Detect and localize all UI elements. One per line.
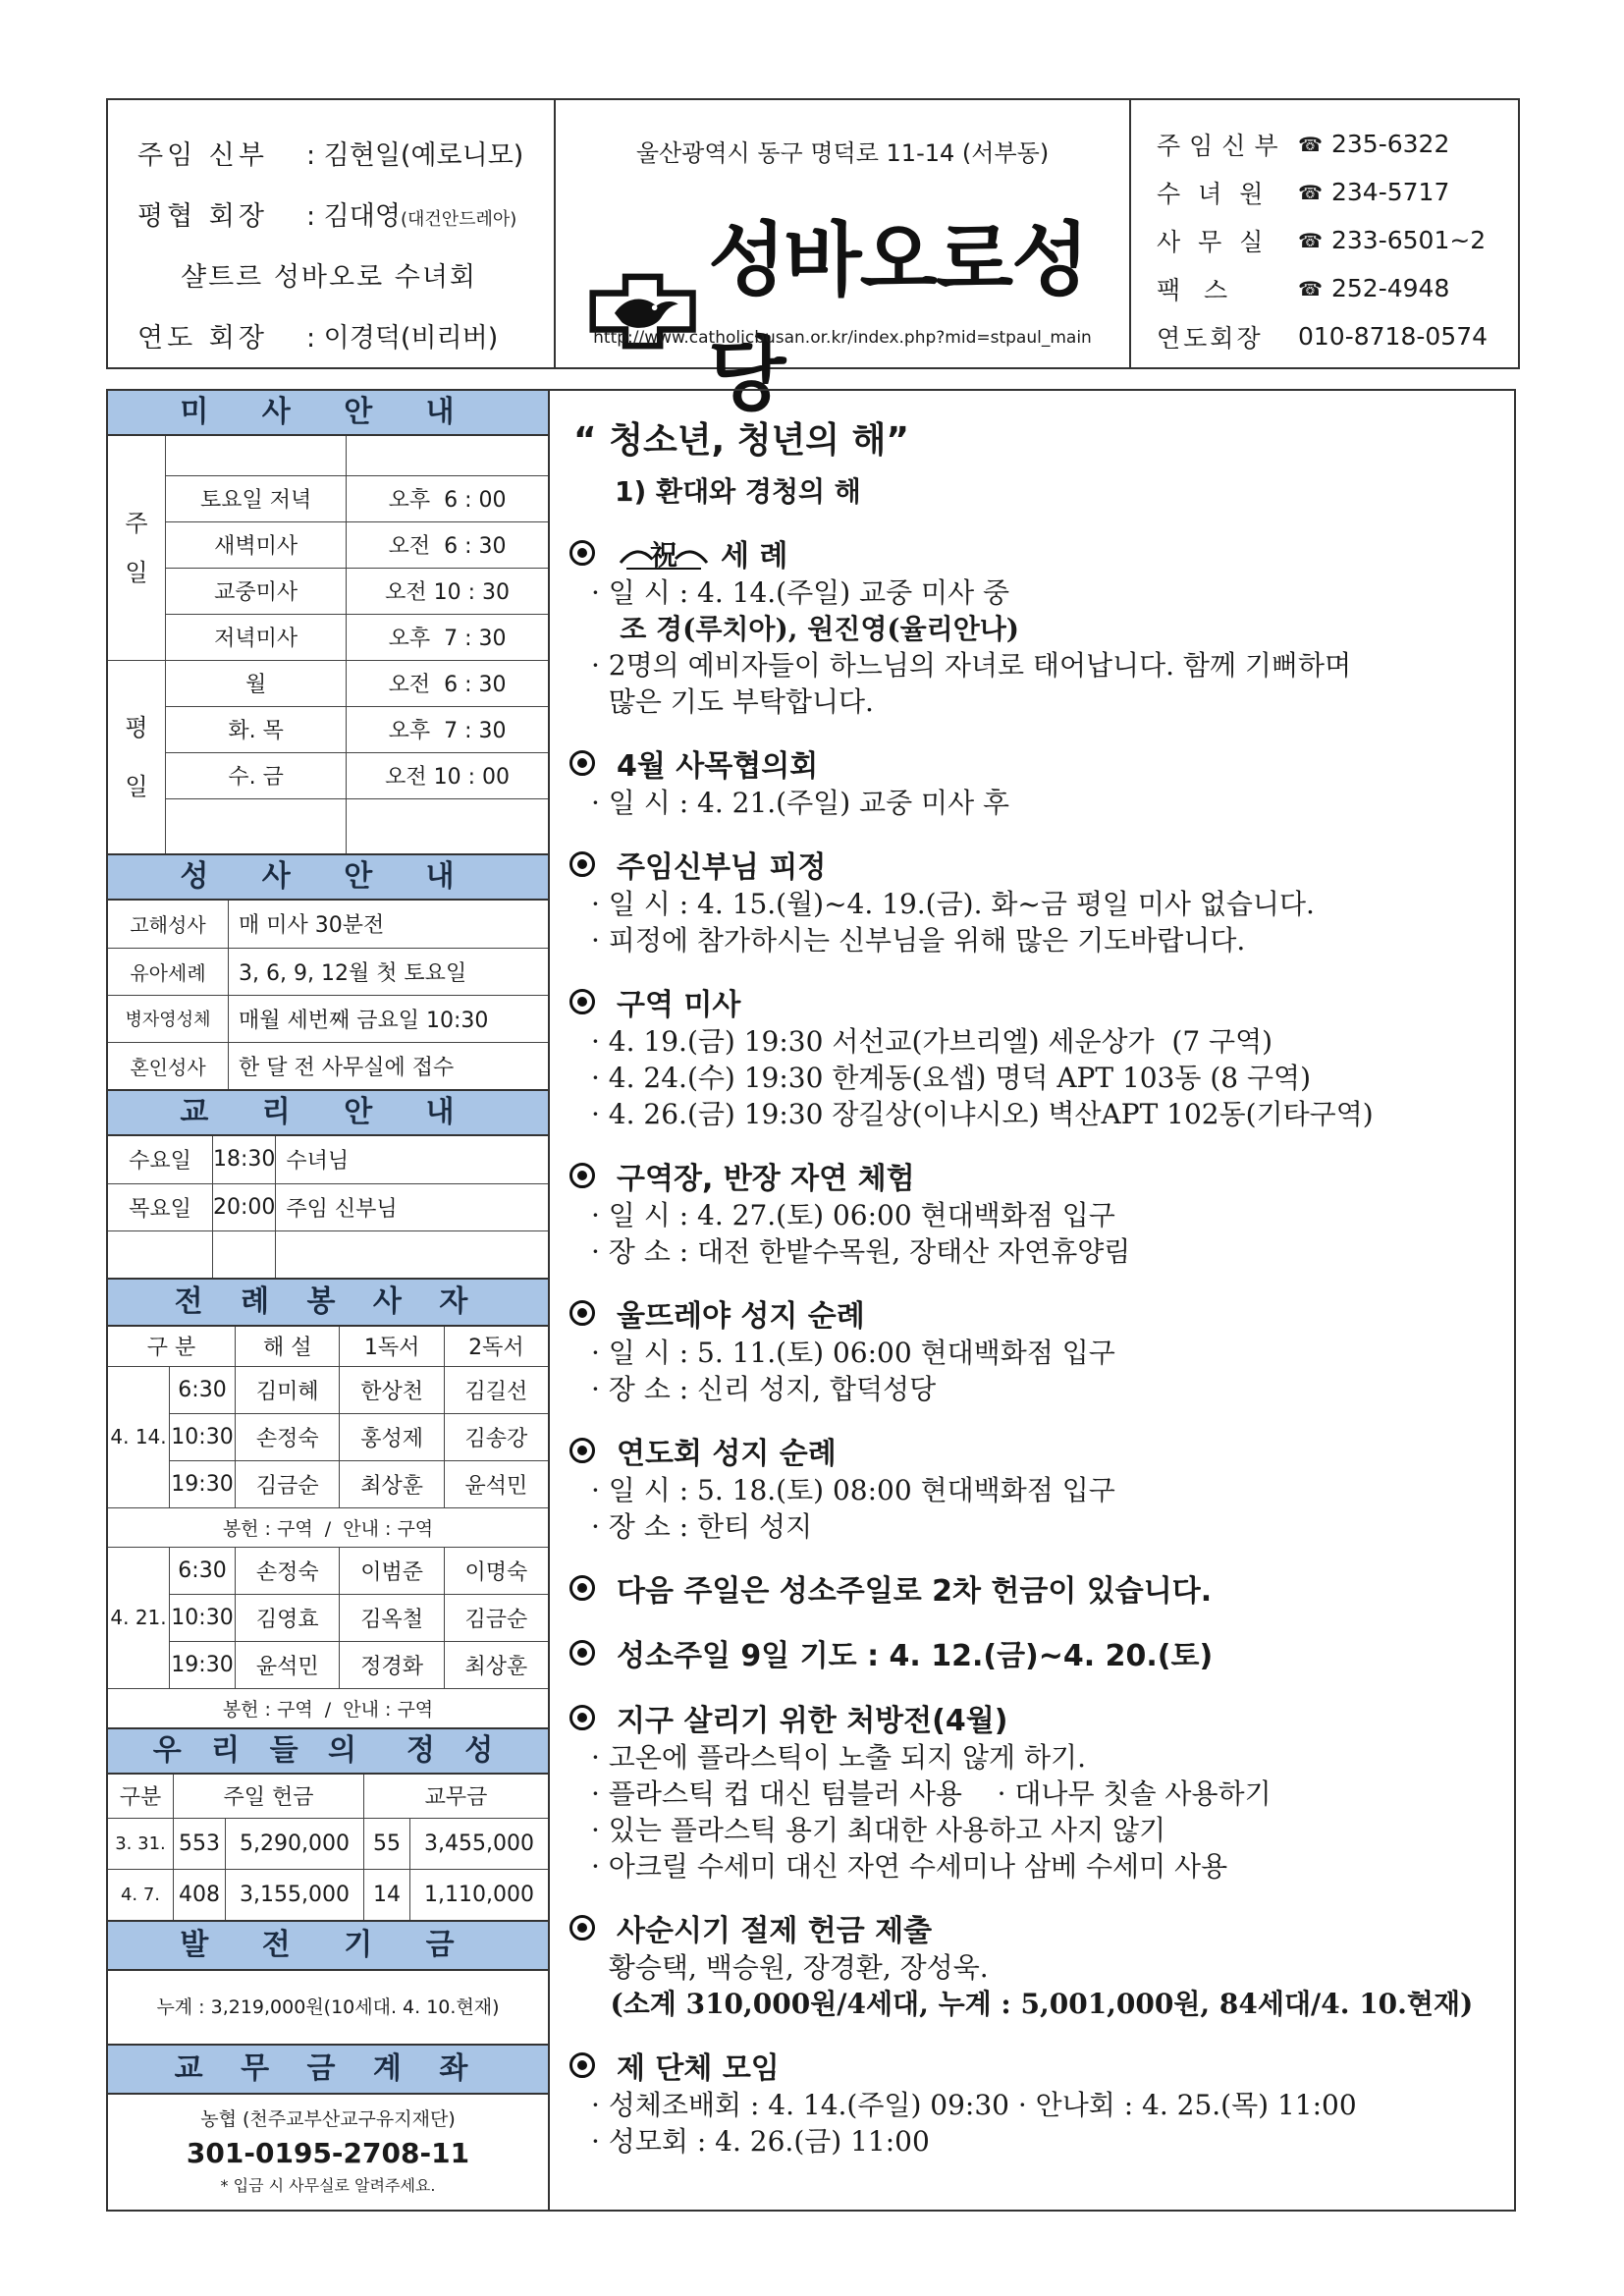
- table-row: [108, 1413, 548, 1460]
- mass-name: 토요일 저녁: [166, 475, 347, 521]
- staff-row: [137, 122, 554, 183]
- account-number: 301-0195-2708-11: [186, 2137, 470, 2169]
- announcement-title: 구역장, 반장 자연 체험: [617, 1162, 915, 1196]
- staff-value-small: (대건안드레아): [400, 208, 517, 230]
- mass-time: 오전 6 : 30: [347, 521, 548, 568]
- offering-count: 14: [364, 1869, 410, 1920]
- announcement-line: 황승택, 백승원, 장경환, 장성욱.: [591, 1951, 989, 1984]
- announcement-line: · 장 소 : 대전 한밭수목원, 장태산 자연휴양림: [591, 1235, 1131, 1268]
- liturgy-table: [108, 1327, 548, 1727]
- sacrament-table: [108, 901, 548, 1089]
- liturgy-header: 해 설: [236, 1327, 340, 1366]
- contact-label: 사 무 실: [1157, 227, 1269, 256]
- liturgy-time: 6:30: [170, 1547, 236, 1594]
- announcement-title: 구역 미사: [617, 988, 741, 1022]
- catechism-table: [108, 1136, 548, 1278]
- catechism-day: 목요일: [108, 1183, 213, 1230]
- contact-phone: 235-6322: [1331, 130, 1450, 158]
- liturgy-person: 손정숙: [236, 1547, 340, 1594]
- table-row: [108, 1183, 548, 1230]
- announcement-title: 사순시기 절제 헌금 제출: [617, 1914, 933, 1948]
- table-row: [108, 1136, 548, 1183]
- empty-cell: [347, 798, 548, 853]
- sacrament-name: 유아세례: [108, 948, 229, 995]
- announcement-line: · 4. 26.(금) 19:30 장길상(이냐시오) 벽산APT 102동(기타구역): [591, 1098, 1374, 1130]
- liturgy-note: 봉헌 : 구역 / 안내 : 구역: [108, 1507, 548, 1547]
- catechism-who: 수녀님: [276, 1136, 548, 1183]
- announcement-title-row: [569, 1429, 1514, 1472]
- empty-cell: [166, 798, 347, 853]
- liturgy-person: 김길선: [444, 1366, 548, 1413]
- mass-title: 미 사 안 내: [108, 391, 548, 436]
- empty-cell: [166, 436, 347, 475]
- announcement-item: [569, 1696, 1514, 1885]
- offering-header: 교무금: [364, 1775, 548, 1818]
- liturgy-person: 홍성제: [340, 1413, 444, 1460]
- sunday-label: [108, 436, 166, 660]
- announcement-title-row: [569, 741, 1514, 785]
- offering-count: 55: [364, 1818, 410, 1869]
- announcement-line: · 고온에 플라스틱이 노출 되지 않게 하기.: [591, 1741, 1086, 1774]
- mass-name: 저녁미사: [166, 614, 347, 660]
- announcement-line: · 일 시 : 5. 11.(토) 06:00 현대백화점 입구: [591, 1337, 1115, 1369]
- sacrament-desc: 3, 6, 9, 12월 첫 토요일: [229, 948, 549, 995]
- announcement-item: [569, 980, 1514, 1132]
- church-name: 성바오로성당: [708, 214, 1088, 422]
- staff-value: [306, 194, 516, 233]
- staff-list: [108, 100, 556, 367]
- church-title-block: [556, 100, 1131, 422]
- mass-table: [108, 436, 548, 853]
- announcement-line: · 장 소 : 한티 성지: [591, 1510, 813, 1543]
- announcement-title-row: [569, 2044, 1514, 2087]
- announcement-line: · 피정에 참가하시는 신부님을 위해 많은 기도바랍니다.: [591, 924, 1246, 957]
- announcement-line: · 성모회 : 4. 26.(금) 11:00: [591, 2125, 930, 2158]
- offering-header: 주일 헌금: [174, 1775, 364, 1818]
- liturgy-note: 봉헌 : 구역 / 안내 : 구역: [108, 1688, 548, 1727]
- announcement-title: 울뜨레야 성지 순례: [617, 1299, 865, 1334]
- contact-phone: 252-4948: [1331, 274, 1450, 302]
- staff-label: 연도 회장: [137, 322, 268, 354]
- announcement-title: 제 단체 모임: [617, 2051, 780, 2086]
- mass-time: 오전 6 : 30: [347, 660, 548, 706]
- liturgy-header: 1독서: [340, 1327, 444, 1366]
- church-url[interactable]: http://www.catholicbusan.or.kr/index.php?mid=stpaul_main: [593, 328, 1092, 348]
- table-row: [108, 1688, 548, 1727]
- mass-name: 교중미사: [166, 568, 347, 614]
- bullseye-icon: [569, 851, 595, 877]
- announcement-item: [569, 2044, 1514, 2159]
- empty-cell: [108, 1230, 213, 1278]
- table-row: [108, 1366, 548, 1413]
- mass-name: 월: [166, 660, 347, 706]
- liturgy-person: 이명숙: [444, 1547, 548, 1594]
- liturgy-time: 10:30: [170, 1594, 236, 1641]
- liturgy-person: 최상훈: [340, 1460, 444, 1507]
- offering-date: 3. 31.: [108, 1818, 174, 1869]
- contact-row: [1157, 216, 1518, 264]
- catechism-time: 18:30: [213, 1136, 276, 1183]
- liturgy-person: 손정숙: [236, 1413, 340, 1460]
- offering-amount: 5,290,000: [226, 1818, 364, 1869]
- table-row: [108, 1327, 548, 1366]
- offering-count: 553: [174, 1818, 226, 1869]
- phone-icon: ☎: [1298, 228, 1323, 252]
- staff-label: 평협 회장: [137, 200, 268, 232]
- bullseye-icon: [569, 1300, 595, 1326]
- account-info: [108, 2095, 548, 2196]
- announcement-title-row: [569, 980, 1514, 1023]
- announcement-title: 다음 주일은 성소주일로 2차 헌금이 있습니다.: [617, 1574, 1213, 1609]
- table-row: [108, 706, 548, 752]
- weekday-label: [108, 660, 166, 853]
- table-row: [108, 1547, 548, 1594]
- contact-label: 주임신부: [1157, 131, 1287, 160]
- staff-row: [137, 183, 554, 244]
- announcement-title-row: [569, 1154, 1514, 1197]
- contact-label: 연도회장: [1157, 323, 1264, 353]
- staff-label: 주임 신부: [137, 139, 268, 171]
- announcement-line: · 일 시 : 4. 21.(주일) 교중 미사 후: [591, 787, 1010, 819]
- liturgy-date: 4. 21.: [108, 1547, 170, 1688]
- sunday-label-1: 주: [125, 509, 148, 537]
- contact-phone: 233-6501~2: [1331, 226, 1487, 254]
- liturgy-person: 윤석민: [236, 1641, 340, 1688]
- contact-row: [1157, 120, 1518, 168]
- staff-row: [137, 304, 554, 365]
- bullseye-icon: [569, 1438, 595, 1463]
- sacrament-desc: 한 달 전 사무실에 접수: [229, 1042, 549, 1089]
- table-row: [108, 1594, 548, 1641]
- staff-value: : 김현일(예로니모): [306, 139, 524, 171]
- staff-value: : 이경덕(비리버): [306, 322, 499, 354]
- liturgy-person: 한상천: [340, 1366, 444, 1413]
- announcements: [550, 389, 1516, 2212]
- phone-icon: ☎: [1298, 180, 1323, 204]
- announcement-title: 4월 사목협의회: [617, 749, 819, 784]
- fund-title: 발 전 기 금: [108, 1920, 548, 1971]
- liturgy-person: 김금순: [444, 1594, 548, 1641]
- phone-icon: ☎: [1298, 276, 1323, 301]
- announcement-line: · 4. 19.(금) 19:30 서선교(가브리엘) 세운상가 (7 구역): [591, 1025, 1273, 1058]
- sidebar-info: [106, 389, 550, 2212]
- announcement-line: · 2명의 예비자들이 하느님의 자녀로 태어납니다. 함께 기뻐하며: [591, 649, 1352, 682]
- announcement-line: · 일 시 : 5. 18.(토) 08:00 현대백화점 입구: [591, 1474, 1115, 1506]
- sacrament-desc: 매 미사 30분전: [229, 901, 549, 948]
- account-note: * 입금 시 사무실로 알려주세요.: [220, 2176, 436, 2195]
- announcement-line: · 일 시 : 4. 27.(토) 06:00 현대백화점 입구: [591, 1199, 1115, 1231]
- table-row: [108, 1641, 548, 1688]
- bullseye-icon: [569, 1575, 595, 1601]
- liturgy-person: 김옥철: [340, 1594, 444, 1641]
- contact-row: [1157, 312, 1518, 360]
- contact-row: [1157, 168, 1518, 216]
- bullseye-icon: [569, 989, 595, 1014]
- offering-header: 구분: [108, 1775, 174, 1818]
- announcement-line: · 일 시 : 4. 14.(주일) 교중 미사 중: [591, 576, 1010, 609]
- offering-count: 408: [174, 1869, 226, 1920]
- announcement-title: 세 례: [721, 539, 788, 574]
- table-row: [108, 614, 548, 660]
- contact-label: 수 녀 원: [1157, 179, 1269, 208]
- announcement-line: · 아크릴 수세미 대신 자연 수세미나 삼베 수세미 사용: [591, 1850, 1228, 1883]
- svg-text:祝: 祝: [649, 539, 678, 572]
- bullseye-icon: [569, 540, 595, 566]
- liturgy-person: 이범준: [340, 1547, 444, 1594]
- offering-date: 4. 7.: [108, 1869, 174, 1920]
- sacrament-name: 고해성사: [108, 901, 229, 948]
- offering-title: 우 리 들 의 정 성: [108, 1727, 548, 1775]
- announcement-title-row: [569, 1906, 1514, 1949]
- announcement-line: · 4. 24.(수) 19:30 한계동(요셉) 명덕 APT 103동 (8 구역): [591, 1062, 1312, 1094]
- liturgy-person: 김송강: [444, 1413, 548, 1460]
- table-row: [108, 1818, 548, 1869]
- table-row: [108, 1460, 548, 1507]
- offering-amount: 3,455,000: [410, 1818, 548, 1869]
- liturgy-time: 19:30: [170, 1641, 236, 1688]
- announcement-line: · 있는 플라스틱 용기 최대한 사용하고 사지 않기: [591, 1814, 1166, 1846]
- table-row: [108, 568, 548, 614]
- table-row: [108, 1869, 548, 1920]
- staff-value: 샬트르 성바오로 수녀회: [181, 261, 477, 293]
- announcement-item: [569, 1906, 1514, 2022]
- phone-icon: ☎: [1298, 132, 1323, 156]
- table-row: [108, 901, 548, 948]
- weekday-label-2: 일: [125, 772, 148, 800]
- account-bank: 농협 (천주교부산교구유지재단): [200, 2108, 456, 2130]
- mass-time: 오후 6 : 00: [347, 475, 548, 521]
- table-row: [108, 798, 548, 853]
- table-row: [108, 436, 548, 475]
- celebration-emblem-icon: [617, 533, 711, 573]
- table-row: [108, 752, 548, 798]
- empty-cell: [347, 436, 548, 475]
- liturgy-header: 2독서: [444, 1327, 548, 1366]
- table-row: [108, 1507, 548, 1547]
- fund-text: 누계 : 3,219,000원(10세대. 4. 10.현재): [156, 1996, 500, 2018]
- table-row: [108, 475, 548, 521]
- bullseye-icon: [569, 1915, 595, 1941]
- announcement-title-row: [569, 1631, 1514, 1674]
- mass-name: 화. 목: [166, 706, 347, 752]
- liturgy-person: 김미혜: [236, 1366, 340, 1413]
- catechism-time: 20:00: [213, 1183, 276, 1230]
- mass-time: 오전 10 : 30: [347, 568, 548, 614]
- table-row: [108, 948, 548, 995]
- sacrament-name: 병자영성체: [108, 995, 229, 1042]
- announcement-item: [569, 1154, 1514, 1270]
- announcement-item: [569, 1429, 1514, 1545]
- contact-phone: 234-5717: [1331, 178, 1450, 206]
- announcement-title-row: [569, 1566, 1514, 1610]
- announcement-item: [569, 741, 1514, 821]
- table-row: [108, 1775, 548, 1818]
- table-row: [108, 660, 548, 706]
- table-row: [108, 995, 548, 1042]
- announcement-line: · 장 소 : 신리 성지, 합덕성당: [591, 1373, 937, 1405]
- sacrament-title: 성 사 안 내: [108, 853, 548, 901]
- table-row: [108, 1042, 548, 1089]
- announcement-title-row: [569, 843, 1514, 886]
- announcement-item: [569, 1631, 1514, 1674]
- liturgy-person: 김금순: [236, 1460, 340, 1507]
- contact-phone: 010-8718-0574: [1298, 322, 1489, 351]
- staff-value-main: : 김대영: [306, 200, 401, 232]
- announcement-title: 주임신부님 피정: [617, 850, 827, 885]
- announcement-line: 조 경(루치아), 원진영(율리안나): [591, 613, 1020, 645]
- empty-cell: [276, 1230, 548, 1278]
- announcement-title-row: [569, 1696, 1514, 1739]
- announcement-line: (소계 310,000원/4세대, 누계 : 5,001,000원, 84세대/4. 10.현재): [591, 1988, 1474, 2020]
- offering-amount: 1,110,000: [410, 1869, 548, 1920]
- liturgy-title: 전 례 봉 사 자: [108, 1278, 548, 1327]
- mass-name: 새벽미사: [166, 521, 347, 568]
- announcement-item: [569, 1566, 1514, 1610]
- contact-label: 팩 스: [1157, 275, 1228, 304]
- announcement-line: · 플라스틱 컵 대신 텀블러 사용 · 대나무 칫솔 사용하기: [591, 1777, 1272, 1810]
- announcement-list: [569, 531, 1514, 2159]
- table-row: [108, 521, 548, 568]
- announcement-line: · 성체조배회 : 4. 14.(주일) 09:30 · 안나회 : 4. 25.(목) 11:00: [591, 2089, 1357, 2121]
- announcement-title-row: [569, 531, 1514, 574]
- church-address: 울산광역시 동구 명덕로 11-14 (서부동): [635, 139, 1050, 167]
- year-theme: “ 청소년, 청년의 해”: [573, 420, 910, 461]
- bullseye-icon: [569, 750, 595, 776]
- announcement-item: [569, 1291, 1514, 1407]
- account-title: 교 무 금 계 좌: [108, 2044, 548, 2095]
- sacrament-desc: 매월 세번째 금요일 10:30: [229, 995, 549, 1042]
- weekday-label-1: 평: [125, 713, 148, 741]
- bullseye-icon: [569, 2052, 595, 2078]
- liturgy-person: 김영효: [236, 1594, 340, 1641]
- mass-time: 오후 7 : 30: [347, 614, 548, 660]
- offering-table: [108, 1775, 548, 1920]
- catechism-who: 주임 신부님: [276, 1183, 548, 1230]
- year-theme-sub: 1) 환대와 경청의 해: [615, 475, 861, 508]
- liturgy-person: 윤석민: [444, 1460, 548, 1507]
- contact-row: [1157, 264, 1518, 312]
- table-row: [108, 1230, 548, 1278]
- sacrament-name: 혼인성사: [108, 1042, 229, 1089]
- offering-amount: 3,155,000: [226, 1869, 364, 1920]
- liturgy-person: 정경화: [340, 1641, 444, 1688]
- announcement-title: 연도회 성지 순례: [617, 1437, 837, 1471]
- empty-cell: [213, 1230, 276, 1278]
- contact-list: [1131, 100, 1518, 367]
- announcement-line: · 일 시 : 4. 15.(월)~4. 19.(금). 화~금 평일 미사 없습니다.: [591, 888, 1315, 920]
- liturgy-time: 10:30: [170, 1413, 236, 1460]
- announcement-title: 성소주일 9일 기도 : 4. 12.(금)~4. 20.(토): [617, 1639, 1214, 1673]
- staff-row: [137, 244, 554, 304]
- announcement-title-row: [569, 1291, 1514, 1335]
- sunday-label-2: 일: [125, 558, 148, 586]
- mass-time: 오후 7 : 30: [347, 706, 548, 752]
- bullseye-icon: [569, 1640, 595, 1666]
- mass-time: 오전 10 : 00: [347, 752, 548, 798]
- liturgy-header: 구 분: [108, 1327, 236, 1366]
- bullseye-icon: [569, 1163, 595, 1188]
- catechism-day: 수요일: [108, 1136, 213, 1183]
- liturgy-person: 최상훈: [444, 1641, 548, 1688]
- mass-name: 수. 금: [166, 752, 347, 798]
- catechism-title: 교 리 안 내: [108, 1089, 548, 1136]
- announcement-title: 지구 살리기 위한 처방전(4월): [617, 1704, 1008, 1738]
- announcement-item: [569, 531, 1514, 720]
- liturgy-time: 6:30: [170, 1366, 236, 1413]
- announcement-line: 많은 기도 부탁합니다.: [591, 685, 874, 718]
- liturgy-date: 4. 14.: [108, 1366, 170, 1507]
- bullseye-icon: [569, 1705, 595, 1730]
- liturgy-time: 19:30: [170, 1460, 236, 1507]
- announcement-item: [569, 843, 1514, 958]
